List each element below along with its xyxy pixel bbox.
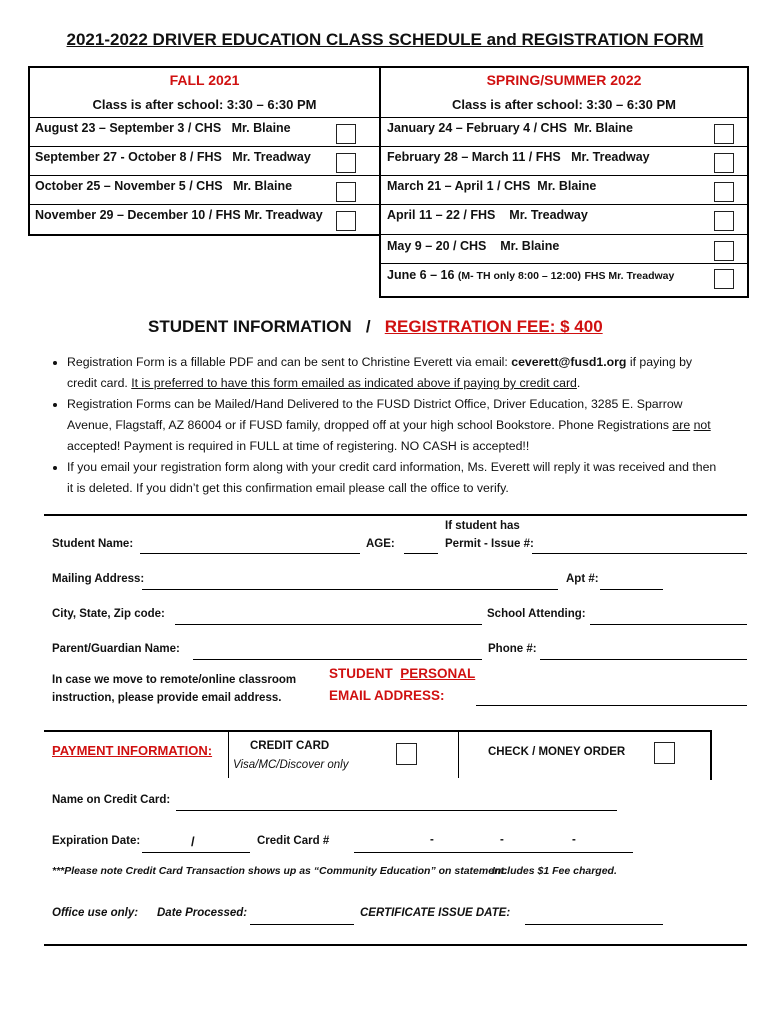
instruction-text: if paying by credit card.: [67, 355, 693, 390]
fall-session-3-checkbox[interactable]: [336, 182, 356, 202]
personal-email-word: PERSONAL: [400, 666, 476, 681]
office-use-label: Office use only:: [52, 907, 139, 919]
remote-note-line: In case we move to remote/online classroom: [52, 674, 297, 686]
student-name-input[interactable]: [140, 553, 360, 554]
email-link[interactable]: ceverett@fusd1.org: [511, 355, 627, 369]
spring-session-2: [387, 150, 650, 164]
age-input[interactable]: [404, 553, 438, 554]
row-divider: [30, 204, 379, 205]
student-info-heading: [148, 317, 603, 337]
fall-class-time: Class is after school: 3:30 – 6:30 PM: [92, 97, 317, 112]
expiration-input[interactable]: [142, 852, 250, 853]
session-dates: August 23 – September 3 / CHS: [35, 121, 222, 135]
payment-divider: [458, 730, 459, 778]
statement-note: ***Please note Credit Card Transaction shows up as “Community Education” on statement.: [52, 865, 507, 877]
parent-guardian-label: Parent/Guardian Name:: [52, 643, 180, 655]
student-name-label: Student Name:: [52, 538, 134, 550]
form-top-rule: [44, 514, 747, 516]
remote-instruction-note: [52, 671, 296, 707]
spring-session-4-checkbox[interactable]: [714, 211, 734, 231]
registration-fee: REGISTRATION FEE: $ 400: [384, 317, 603, 336]
personal-email-input[interactable]: [476, 705, 747, 706]
instruction-emphasis: It is preferred to have this form emailed as indicated above if paying by credit card: [131, 376, 577, 390]
accepted-cards-note: Visa/MC/Discover only: [233, 759, 349, 771]
row-divider: [30, 146, 379, 147]
row-divider: [381, 146, 747, 147]
payment-divider: [228, 730, 229, 778]
name-on-card-input[interactable]: [176, 810, 617, 811]
session-dates: March 21 – April 1 / CHS: [387, 179, 531, 193]
spring-session-1-checkbox[interactable]: [714, 124, 734, 144]
spring-session-2-checkbox[interactable]: [714, 153, 734, 173]
instruction-text: Registration Forms can be Mailed/Hand Delivered to the FUSD District Office, Driver Education, 3285 E. Sparrow Avenue, Flagstaff, AZ 86004 or if FUSD family, dropped off at your high school Bookstore. Phone Registrations: [67, 397, 683, 432]
spring-divider: [381, 117, 747, 118]
city-state-zip-label: City, State, Zip code:: [52, 608, 165, 620]
spring-class-time: Class is after school: 3:30 – 6:30 PM: [452, 97, 676, 112]
apt-label: Apt #:: [566, 573, 599, 585]
credit-card-checkbox[interactable]: [396, 743, 417, 765]
instruction-emphasis: not: [693, 418, 711, 432]
spring-heading: SPRING/SUMMER 2022: [486, 72, 642, 88]
session-instructor: Mr. Blaine: [231, 121, 291, 135]
session-instructor: Mr. Treadway: [509, 208, 588, 222]
certificate-issue-label: CERTIFICATE ISSUE DATE:: [360, 907, 511, 919]
fall-session-1-checkbox[interactable]: [336, 124, 356, 144]
session-dates: May 9 – 20 / CHS: [387, 239, 487, 253]
session-instructor: Mr. Blaine: [500, 239, 560, 253]
card-number-label: Credit Card #: [257, 835, 330, 847]
session-instructor: Mr. Blaine: [573, 121, 633, 135]
spring-session-3: [387, 179, 596, 193]
phone-label: Phone #:: [488, 643, 537, 655]
row-divider: [30, 175, 379, 176]
expiration-label: Expiration Date:: [52, 835, 141, 847]
fall-session-2: [35, 150, 311, 164]
fall-divider: [30, 117, 379, 118]
parent-guardian-input[interactable]: [193, 659, 482, 660]
spring-session-3-checkbox[interactable]: [714, 182, 734, 202]
age-label: AGE:: [366, 538, 395, 550]
spring-session-5-checkbox[interactable]: [714, 241, 734, 261]
certificate-issue-input[interactable]: [525, 924, 663, 925]
permit-label-line2: Permit - Issue #:: [445, 538, 534, 550]
personal-email-word: STUDENT: [329, 666, 393, 681]
apt-input[interactable]: [600, 589, 663, 590]
session-instructor: FHS Mr. Treadway: [584, 270, 675, 282]
permit-label-line1: If student has: [445, 520, 520, 532]
instruction-emphasis: are: [672, 418, 691, 432]
school-attending-label: School Attending:: [487, 608, 586, 620]
instruction-text: .: [576, 376, 581, 390]
instruction-item: [67, 457, 725, 499]
instruction-item: [67, 352, 725, 394]
remote-note-line: instruction, please provide email address.: [52, 692, 282, 704]
check-money-order-checkbox[interactable]: [654, 742, 675, 764]
card-number-input[interactable]: [354, 852, 633, 853]
date-processed-label: Date Processed:: [157, 907, 248, 919]
mailing-address-label: Mailing Address:: [52, 573, 145, 585]
session-dates: September 27 - October 8 / FHS: [35, 150, 222, 164]
fall-session-2-checkbox[interactable]: [336, 153, 356, 173]
spring-session-5: [387, 239, 559, 253]
fall-session-4: [35, 208, 323, 222]
heading-separator: /: [365, 317, 371, 336]
session-dates: January 24 – February 4 / CHS: [387, 121, 567, 135]
personal-email-word: EMAIL ADDRESS:: [329, 688, 445, 703]
instruction-item: [67, 394, 725, 457]
name-on-card-label: Name on Credit Card:: [52, 794, 171, 806]
spring-session-6: [387, 268, 674, 282]
fall-heading: FALL 2021: [169, 72, 240, 88]
date-processed-input[interactable]: [250, 924, 354, 925]
card-number-dash: -: [500, 834, 504, 846]
fee-note: Includes $1 Fee charged.: [492, 865, 617, 877]
student-info-label: STUDENT INFORMATION: [148, 317, 352, 336]
session-instructor: Mr. Blaine: [233, 179, 293, 193]
row-divider: [381, 234, 747, 235]
permit-input[interactable]: [532, 553, 747, 554]
session-instructor: Mr. Treadway: [232, 150, 311, 164]
session-dates: April 11 – 22 / FHS: [387, 208, 496, 222]
form-bottom-rule: [44, 944, 747, 946]
instruction-text: If you email your registration form along with your credit card information, Ms. Everett will reply it was received and then it is deleted. If you didn’t get this confirmation email please call the office to verify.: [67, 460, 717, 495]
session-dates: June 6 – 16: [387, 268, 455, 282]
fall-session-1: [35, 121, 291, 135]
phone-input[interactable]: [540, 659, 747, 660]
session-note: (M- TH only 8:00 – 12:00): [457, 270, 582, 282]
instructions-list: [45, 352, 725, 499]
fall-session-4-checkbox[interactable]: [336, 211, 356, 231]
check-money-order-label: CHECK / MONEY ORDER: [488, 746, 626, 758]
school-attending-input[interactable]: [590, 624, 747, 625]
payment-heading: PAYMENT INFORMATION:: [52, 743, 213, 758]
row-divider: [381, 263, 747, 264]
card-number-dash: -: [430, 834, 434, 846]
spring-session-4: [387, 208, 588, 222]
spring-session-6-checkbox[interactable]: [714, 269, 734, 289]
fall-session-3: [35, 179, 292, 193]
credit-card-label: CREDIT CARD: [250, 740, 330, 752]
expiration-slash: /: [191, 834, 195, 849]
instruction-text: Registration Form is a fillable PDF and can be sent to Christine Everett via email:: [67, 355, 512, 369]
session-instructor: Mr. Blaine: [537, 179, 597, 193]
mailing-address-input[interactable]: [142, 589, 558, 590]
personal-email-label: [329, 663, 475, 707]
row-divider: [381, 175, 747, 176]
session-dates: October 25 – November 5 / CHS: [35, 179, 223, 193]
session-instructor: Mr. Treadway: [571, 150, 650, 164]
session-dates: November 29 – December 10 / FHS: [35, 208, 241, 222]
card-number-dash: -: [572, 834, 576, 846]
instruction-text: accepted! Payment is required in FULL at time of registering. NO CASH is accepted!!: [67, 439, 530, 453]
session-instructor: Mr. Treadway: [244, 208, 323, 222]
row-divider: [381, 204, 747, 205]
page-title: 2021-2022 DRIVER EDUCATION CLASS SCHEDULE and REGISTRATION FORM: [66, 30, 704, 49]
spring-session-1: [387, 121, 633, 135]
session-dates: February 28 – March 11 / FHS: [387, 150, 561, 164]
city-state-zip-input[interactable]: [175, 624, 482, 625]
